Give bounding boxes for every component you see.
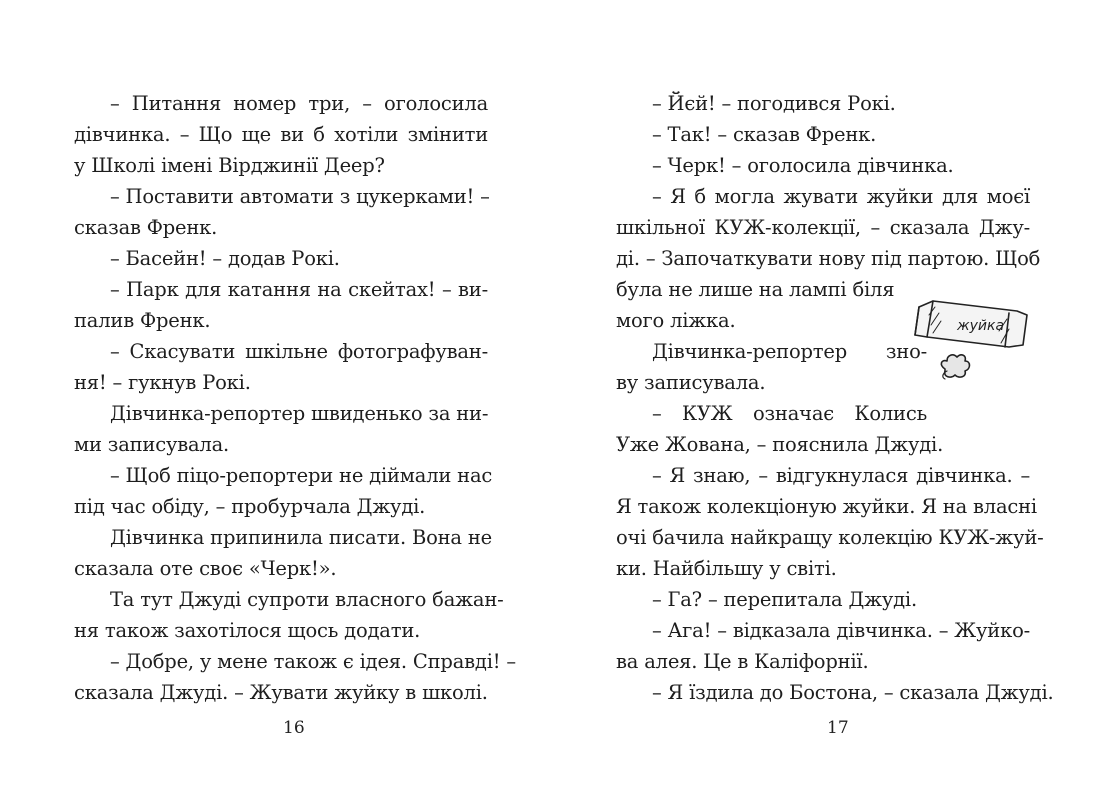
text-line: Дівчинка припинила писати. Вона не bbox=[110, 526, 492, 549]
text-line: ді. – Започаткувати нову під партою. Щоб bbox=[616, 247, 1041, 270]
text-line: – Я б могла жувати жуйки для моєї bbox=[652, 185, 1030, 208]
text-line: Дівчинка-репортер швиденько за ни- bbox=[110, 402, 489, 425]
text-line: сказала оте своє «Черк!». bbox=[74, 557, 337, 580]
text-line: – Басейн! – додав Рокі. bbox=[110, 247, 340, 270]
text-line: мого ліжка. bbox=[616, 309, 736, 332]
text-line: ня також захотілося щось додати. bbox=[74, 619, 421, 642]
gum-label: жуйка bbox=[957, 318, 1005, 334]
text-line: – Черк! – оголосила дівчинка. bbox=[652, 154, 954, 177]
left-page-text bbox=[74, 88, 516, 708]
text-line: – Йєй! – погодився Рокі. bbox=[652, 92, 896, 115]
text-line: – КУЖ означає Колись bbox=[652, 402, 927, 425]
text-line: – Добре, у мене також є ідея. Справді! – bbox=[110, 650, 516, 673]
text-line: – Так! – сказав Френк. bbox=[652, 123, 877, 146]
text-line: очі бачила найкращу колекцію КУЖ-жуй- bbox=[616, 526, 1044, 549]
text-line: Я також колекціоную жуйки. Я на власні bbox=[616, 495, 1037, 518]
text-line: – Я їздила до Бостона, – сказала Джуді. bbox=[652, 681, 1054, 704]
text-line: Та тут Джуді супроти власного бажан- bbox=[110, 588, 504, 611]
text-line: – Питання номер три, – оголосила bbox=[110, 92, 488, 115]
text-line: під час обіду, – пробурчала Джуді. bbox=[74, 495, 426, 518]
text-line: сказала Джуді. – Жувати жуйку в школі. bbox=[74, 681, 488, 704]
text-line: дівчинка. – Що ще ви б хотіли змінити bbox=[74, 123, 488, 146]
text-line: сказав Френк. bbox=[74, 216, 218, 239]
page-number-left: 16 bbox=[283, 718, 305, 738]
text-line: – Га? – перепитала Джуді. bbox=[652, 588, 917, 611]
text-line: ва алея. Це в Каліфорнії. bbox=[616, 650, 869, 673]
text-line: – Скасувати шкільне фотографуван- bbox=[110, 340, 488, 363]
text-line: – Щоб піцо-репортери не діймали нас bbox=[110, 464, 493, 487]
text-line: ня! – гукнув Рокі. bbox=[74, 371, 251, 394]
text-line: у Школі імені Вірджинії Деер? bbox=[74, 154, 385, 177]
text-line: – Ага! – відказала дівчинка. – Жуйко- bbox=[652, 619, 1030, 642]
text-line: була не лише на лампі біля bbox=[616, 278, 895, 301]
page-number-right: 17 bbox=[827, 718, 849, 738]
text-line: ву записувала. bbox=[616, 371, 766, 394]
text-line: Уже Жована, – пояснила Джуді. bbox=[616, 433, 944, 456]
gum-wrapper-icon bbox=[905, 285, 1040, 390]
right-page-text bbox=[616, 88, 1054, 708]
text-line: шкільної КУЖ-колекції, – сказала Джу- bbox=[616, 216, 1030, 239]
text-line: – Я знаю, – відгукнулася дівчинка. – bbox=[652, 464, 1030, 487]
text-line: – Парк для катання на скейтах! – ви- bbox=[110, 278, 488, 301]
text-line: Дівчинка-репортер зно- bbox=[652, 340, 927, 363]
text-line: ки. Найбільшу у світі. bbox=[616, 557, 837, 580]
text-line: – Поставити автомати з цукерками! – bbox=[110, 185, 490, 208]
text-line: ми записувала. bbox=[74, 433, 230, 456]
text-line: палив Френк. bbox=[74, 309, 211, 332]
